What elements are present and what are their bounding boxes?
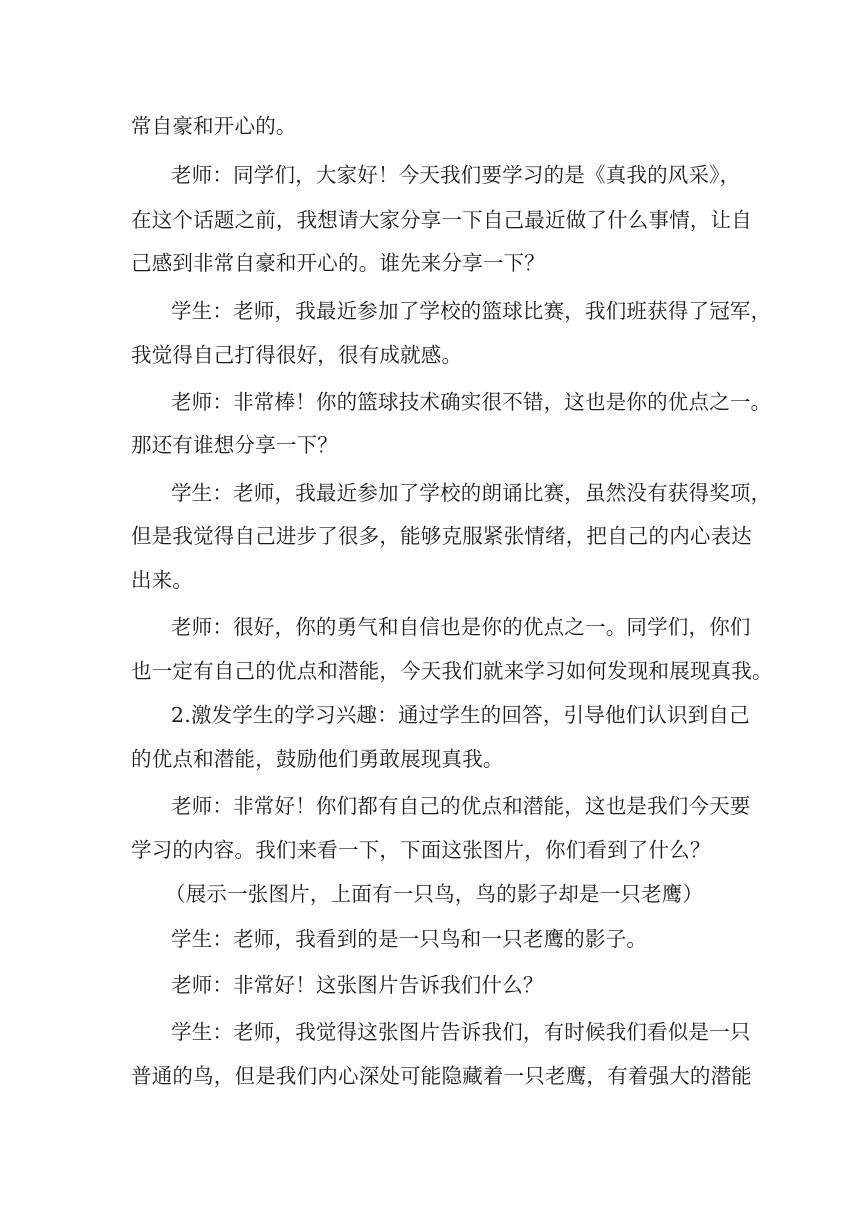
text-line: 学生：老师，我觉得这张图片告诉我们，有时候我们看似是一只	[171, 1020, 751, 1044]
text-line: 学生：老师，我最近参加了学校的篮球比赛，我们班获得了冠军，	[171, 299, 772, 323]
text-line: 出来。	[131, 568, 194, 592]
text-line: 的优点和潜能，鼓励他们勇敢展现真我。	[131, 747, 504, 771]
text-line: 那还有谁想分享一下？	[131, 433, 338, 457]
text-line: 学生：老师，我最近参加了学校的朗诵比赛，虽然没有获得奖项，	[171, 481, 772, 505]
text-line: 老师：非常好！这张图片告诉我们什么？	[171, 973, 544, 997]
text-line: 己感到非常自豪和开心的。谁先来分享一下？	[131, 251, 545, 275]
text-line: 2.激发学生的学习兴趣：通过学生的回答，引导他们认识到自己	[171, 703, 750, 727]
text-line: 老师：同学们，大家好！今天我们要学习的是《真我的风采》，	[171, 163, 741, 187]
text-line: 学习的内容。我们来看一下，下面这张图片，你们看到了什么？	[131, 838, 711, 862]
text-line: （展示一张图片，上面有一只鸟，鸟的影子却是一只老鹰）	[165, 882, 704, 906]
text-line: 老师：非常棒！你的篮球技术确实很不错，这也是你的优点之一。	[171, 390, 772, 414]
text-line: 老师：很好，你的勇气和自信也是你的优点之一。同学们，你们	[171, 615, 751, 639]
text-line: 在这个话题之前，我想请大家分享一下自己最近做了什么事情，让自	[131, 208, 752, 232]
text-line: 也一定有自己的优点和潜能，今天我们就来学习如何发现和展现真我。	[131, 659, 773, 683]
text-line: 老师：非常好！你们都有自己的优点和潜能，这也是我们今天要	[171, 794, 751, 818]
text-line: 学生：老师，我看到的是一只鸟和一只老鹰的影子。	[171, 927, 648, 951]
text-line: 但是我觉得自己进步了很多，能够克服紧张情绪，把自己的内心表达	[131, 524, 752, 548]
text-line: 我觉得自己打得很好，很有成就感。	[131, 343, 463, 367]
text-line: 常自豪和开心的。	[131, 114, 297, 138]
text-line: 普通的鸟，但是我们内心深处可能隐藏着一只老鹰，有着强大的潜能	[131, 1064, 752, 1088]
